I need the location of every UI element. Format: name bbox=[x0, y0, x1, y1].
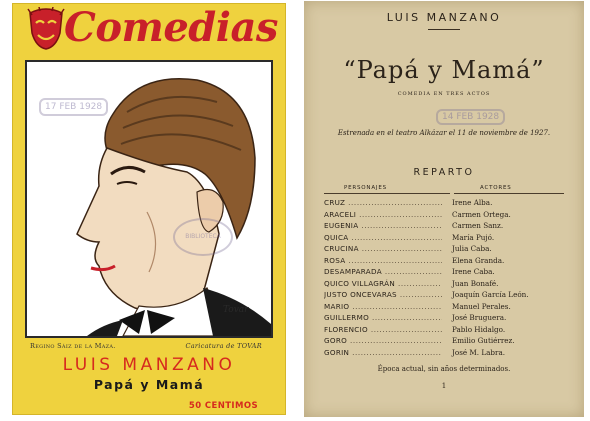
cast-role: ARACELI ..... bbox=[324, 210, 442, 219]
cast-actor: Julia Caba. bbox=[452, 244, 492, 253]
cast-role: CRUZ ..... bbox=[324, 198, 442, 207]
library-seal bbox=[173, 218, 233, 256]
list-item bbox=[304, 313, 584, 325]
list-item bbox=[304, 221, 584, 233]
cast-role: GORIN ..... bbox=[324, 348, 442, 357]
cover-price: 50 CENTIMOS bbox=[188, 401, 258, 411]
cast-role: QUICA ..... bbox=[324, 233, 442, 242]
page-subtitle: COMEDIA EN TRES ACTOS bbox=[397, 91, 491, 97]
cast-actor: Emilio Gutiérrez. bbox=[452, 336, 515, 345]
caricature-portrait bbox=[25, 60, 273, 338]
cast-role: DESAMPARADA ..... bbox=[324, 267, 442, 276]
cast-actor: José M. Labra. bbox=[452, 347, 506, 357]
cover-title: Papá y Mamá bbox=[93, 377, 205, 392]
cast-role: CRUCINA ..... bbox=[324, 244, 442, 253]
cast-role: GORO ..... bbox=[324, 336, 442, 345]
setting-note: Época actual, sin años determinados. bbox=[377, 365, 511, 373]
cast-role: MARIO ..... bbox=[324, 302, 442, 311]
magazine-brand: Comedias bbox=[64, 4, 278, 51]
page-title: “Papá y Mamá” bbox=[343, 56, 545, 84]
author-rule bbox=[428, 29, 460, 30]
cast-actor: Pablo Hidalgo. bbox=[452, 324, 506, 334]
list-item bbox=[304, 267, 584, 279]
list-item bbox=[304, 244, 584, 256]
date-stamp-text: 17 FEB 1928 bbox=[45, 102, 103, 112]
magazine-cover bbox=[12, 3, 286, 415]
credit-artist: Caricatura de TOVAR bbox=[185, 342, 262, 350]
cast-list bbox=[304, 198, 584, 359]
cast-role: ROSA ..... bbox=[324, 256, 442, 265]
cast-role: GUILLERMO ..... bbox=[324, 313, 442, 322]
cast-role: QUICO VILLAGRÁN ..... bbox=[324, 279, 442, 288]
date-stamp bbox=[39, 98, 108, 116]
header-rule-right bbox=[454, 193, 564, 194]
list-item bbox=[304, 290, 584, 302]
title-page bbox=[304, 1, 584, 417]
page-author: LUIS MANZANO bbox=[386, 11, 502, 24]
list-item bbox=[304, 325, 584, 337]
list-item bbox=[304, 256, 584, 268]
list-item bbox=[304, 233, 584, 245]
cast-actor: Irene Alba. bbox=[452, 198, 493, 207]
cast-actor: Carmen Sanz. bbox=[452, 221, 504, 230]
cast-role: EUGENIA ..... bbox=[324, 221, 442, 230]
header-actores: ACTORES bbox=[480, 185, 512, 191]
list-item bbox=[304, 302, 584, 314]
artist-signature: Tovar bbox=[223, 305, 249, 315]
page-number: 1 bbox=[441, 382, 447, 390]
cast-role: JUSTO ONCEVARAS ..... bbox=[324, 290, 442, 299]
list-item bbox=[304, 210, 584, 222]
header-rule-left bbox=[324, 193, 450, 194]
cast-role: FLORENCIO ..... bbox=[324, 325, 442, 334]
cover-author: LUIS MANZANO bbox=[62, 355, 236, 375]
cast-actor: Carmen Ortega. bbox=[452, 209, 511, 219]
page-date-stamp-text: 14 FEB 1928 bbox=[442, 112, 500, 122]
cast-actor: Joaquín García León. bbox=[452, 290, 529, 299]
theater-mask-icon bbox=[26, 7, 66, 51]
list-item bbox=[304, 279, 584, 291]
library-seal-text: BIBLIOTECA bbox=[185, 233, 221, 240]
cast-heading: REPARTO bbox=[413, 167, 475, 178]
list-item bbox=[304, 198, 584, 210]
cast-actor: Juan Bonafé. bbox=[452, 278, 499, 288]
cast-actor: José Bruguera. bbox=[452, 313, 507, 322]
list-item bbox=[304, 336, 584, 348]
header-personajes: PERSONAJES bbox=[344, 185, 387, 191]
cast-actor: Elena Granda. bbox=[452, 255, 505, 265]
premiere-note: Estrenada en el teatro Alkázar el 11 de noviembre de 1927. bbox=[337, 129, 551, 137]
page-date-stamp bbox=[436, 109, 505, 125]
cast-actor: Manuel Perales. bbox=[452, 301, 511, 311]
list-item bbox=[304, 348, 584, 360]
cast-actor: María Pujó. bbox=[452, 232, 495, 242]
cast-actor: Irene Caba. bbox=[452, 267, 495, 276]
credit-sitter: Regino Sáiz de la Maza. bbox=[30, 342, 116, 350]
